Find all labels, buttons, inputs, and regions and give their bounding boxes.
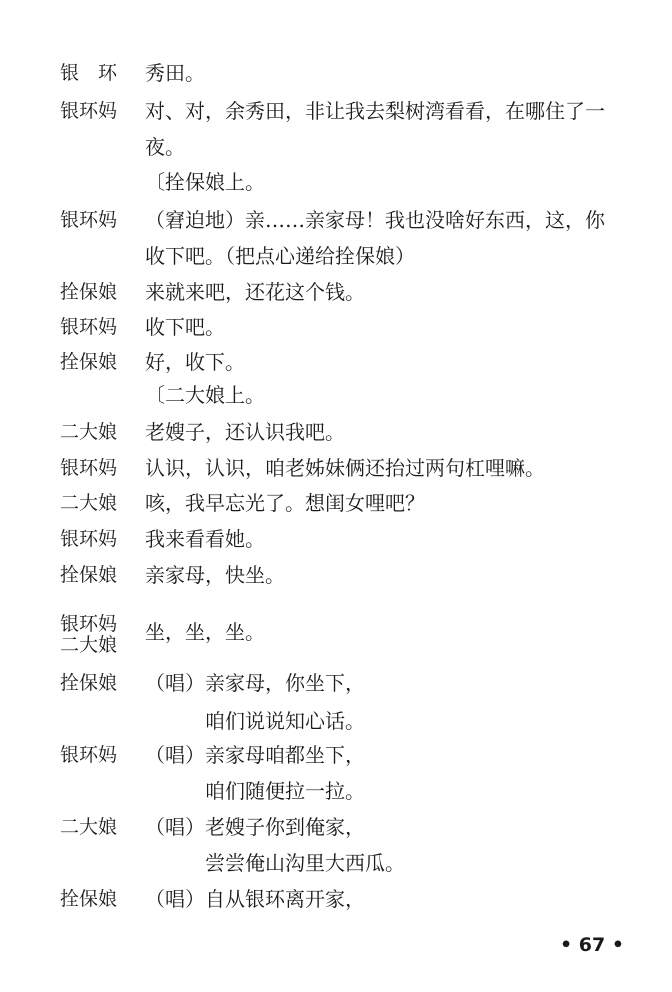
- joint-speaker-names: [60, 614, 128, 656]
- stage-direction: [0, 167, 672, 197]
- song-line-continuation: [0, 848, 672, 878]
- line-text: 咱们随便拉一拉。: [205, 779, 365, 803]
- line-text: （唱）老嫂子你到俺家，: [145, 815, 365, 839]
- dialogue-line-continuation: [0, 241, 672, 271]
- speaker-name: 银环妈: [60, 100, 118, 122]
- line-text: 好，收下。: [145, 350, 245, 374]
- dialogue-line-joint: [0, 613, 672, 656]
- speaker-name: 银环妈: [60, 613, 118, 635]
- dialogue-line: [0, 417, 672, 447]
- dialogue-line: [0, 347, 672, 377]
- line-text: （唱）自从银环离开家，: [145, 887, 365, 911]
- line-text: 尝尝俺山沟里大西瓜。: [205, 851, 405, 875]
- line-text: （窘迫地）亲……亲家母！我也没啥好东西，这，你: [145, 208, 605, 232]
- page-number: • 67 •: [560, 934, 624, 956]
- speaker-name: 拴保娘: [60, 672, 118, 694]
- speaker-name: 银环妈: [60, 528, 118, 550]
- speaker-name: 银 环: [60, 62, 118, 84]
- speaker-name: 二大娘: [60, 634, 118, 656]
- song-line-continuation: [0, 776, 672, 806]
- line-text: 秀田。: [145, 61, 205, 85]
- speaker-name: 拴保娘: [60, 281, 118, 303]
- song-line: [0, 740, 672, 770]
- line-text: 坐，坐，坐。: [145, 620, 265, 644]
- dialogue-line-continuation: [0, 132, 672, 162]
- line-text: 亲家母，快坐。: [145, 563, 285, 587]
- dialogue-line: [0, 205, 672, 235]
- speaker-name: 银环妈: [60, 744, 118, 766]
- line-text: 收下吧。（把点心递给拴保娘）: [145, 244, 415, 268]
- line-text: 老嫂子，还认识我吧。: [145, 420, 345, 444]
- line-text: 我来看看她。: [145, 527, 265, 551]
- stage-direction: [0, 380, 672, 410]
- speaker-name: 银环妈: [60, 316, 118, 338]
- dialogue-line: [0, 488, 672, 518]
- dialogue-line: [0, 96, 672, 126]
- song-line: [0, 812, 672, 842]
- dialogue-line: [0, 453, 672, 483]
- song-line: [0, 668, 672, 698]
- line-text: 认识，认识，咱老姊妹俩还抬过两句杠哩嘛。: [145, 456, 545, 480]
- speaker-name: 拴保娘: [60, 564, 118, 586]
- speaker-name: 拴保娘: [60, 888, 118, 910]
- line-text: 对、对，余秀田，非让我去梨树湾看看，在哪住了一: [145, 99, 605, 123]
- line-text: （唱）亲家母，你坐下，: [145, 671, 365, 695]
- speaker-name: 拴保娘: [60, 351, 118, 373]
- dialogue-line: [0, 277, 672, 307]
- line-text: 收下吧。: [145, 315, 225, 339]
- stage-direction-text: 〔拴保娘上。: [145, 170, 265, 194]
- song-line: [0, 884, 672, 914]
- line-text: 咳，我早忘光了。想闺女哩吧？: [145, 491, 425, 515]
- line-text: 咱们说说知心话。: [205, 709, 365, 733]
- dialogue-line: [0, 312, 672, 342]
- stage-direction-text: 〔二大娘上。: [145, 383, 265, 407]
- line-text: （唱）亲家母咱都坐下，: [145, 743, 365, 767]
- line-text: 来就来吧，还花这个钱。: [145, 280, 365, 304]
- song-line-continuation: [0, 706, 672, 736]
- dialogue-line: [0, 524, 672, 554]
- speaker-name: 二大娘: [60, 816, 118, 838]
- speaker-name: 银环妈: [60, 457, 118, 479]
- dialogue-line: [0, 58, 672, 88]
- speaker-name: 二大娘: [60, 421, 118, 443]
- line-text: 夜。: [145, 135, 185, 159]
- dialogue-line: [0, 560, 672, 590]
- speaker-name: 银环妈: [60, 209, 118, 231]
- speaker-name: 二大娘: [60, 492, 118, 514]
